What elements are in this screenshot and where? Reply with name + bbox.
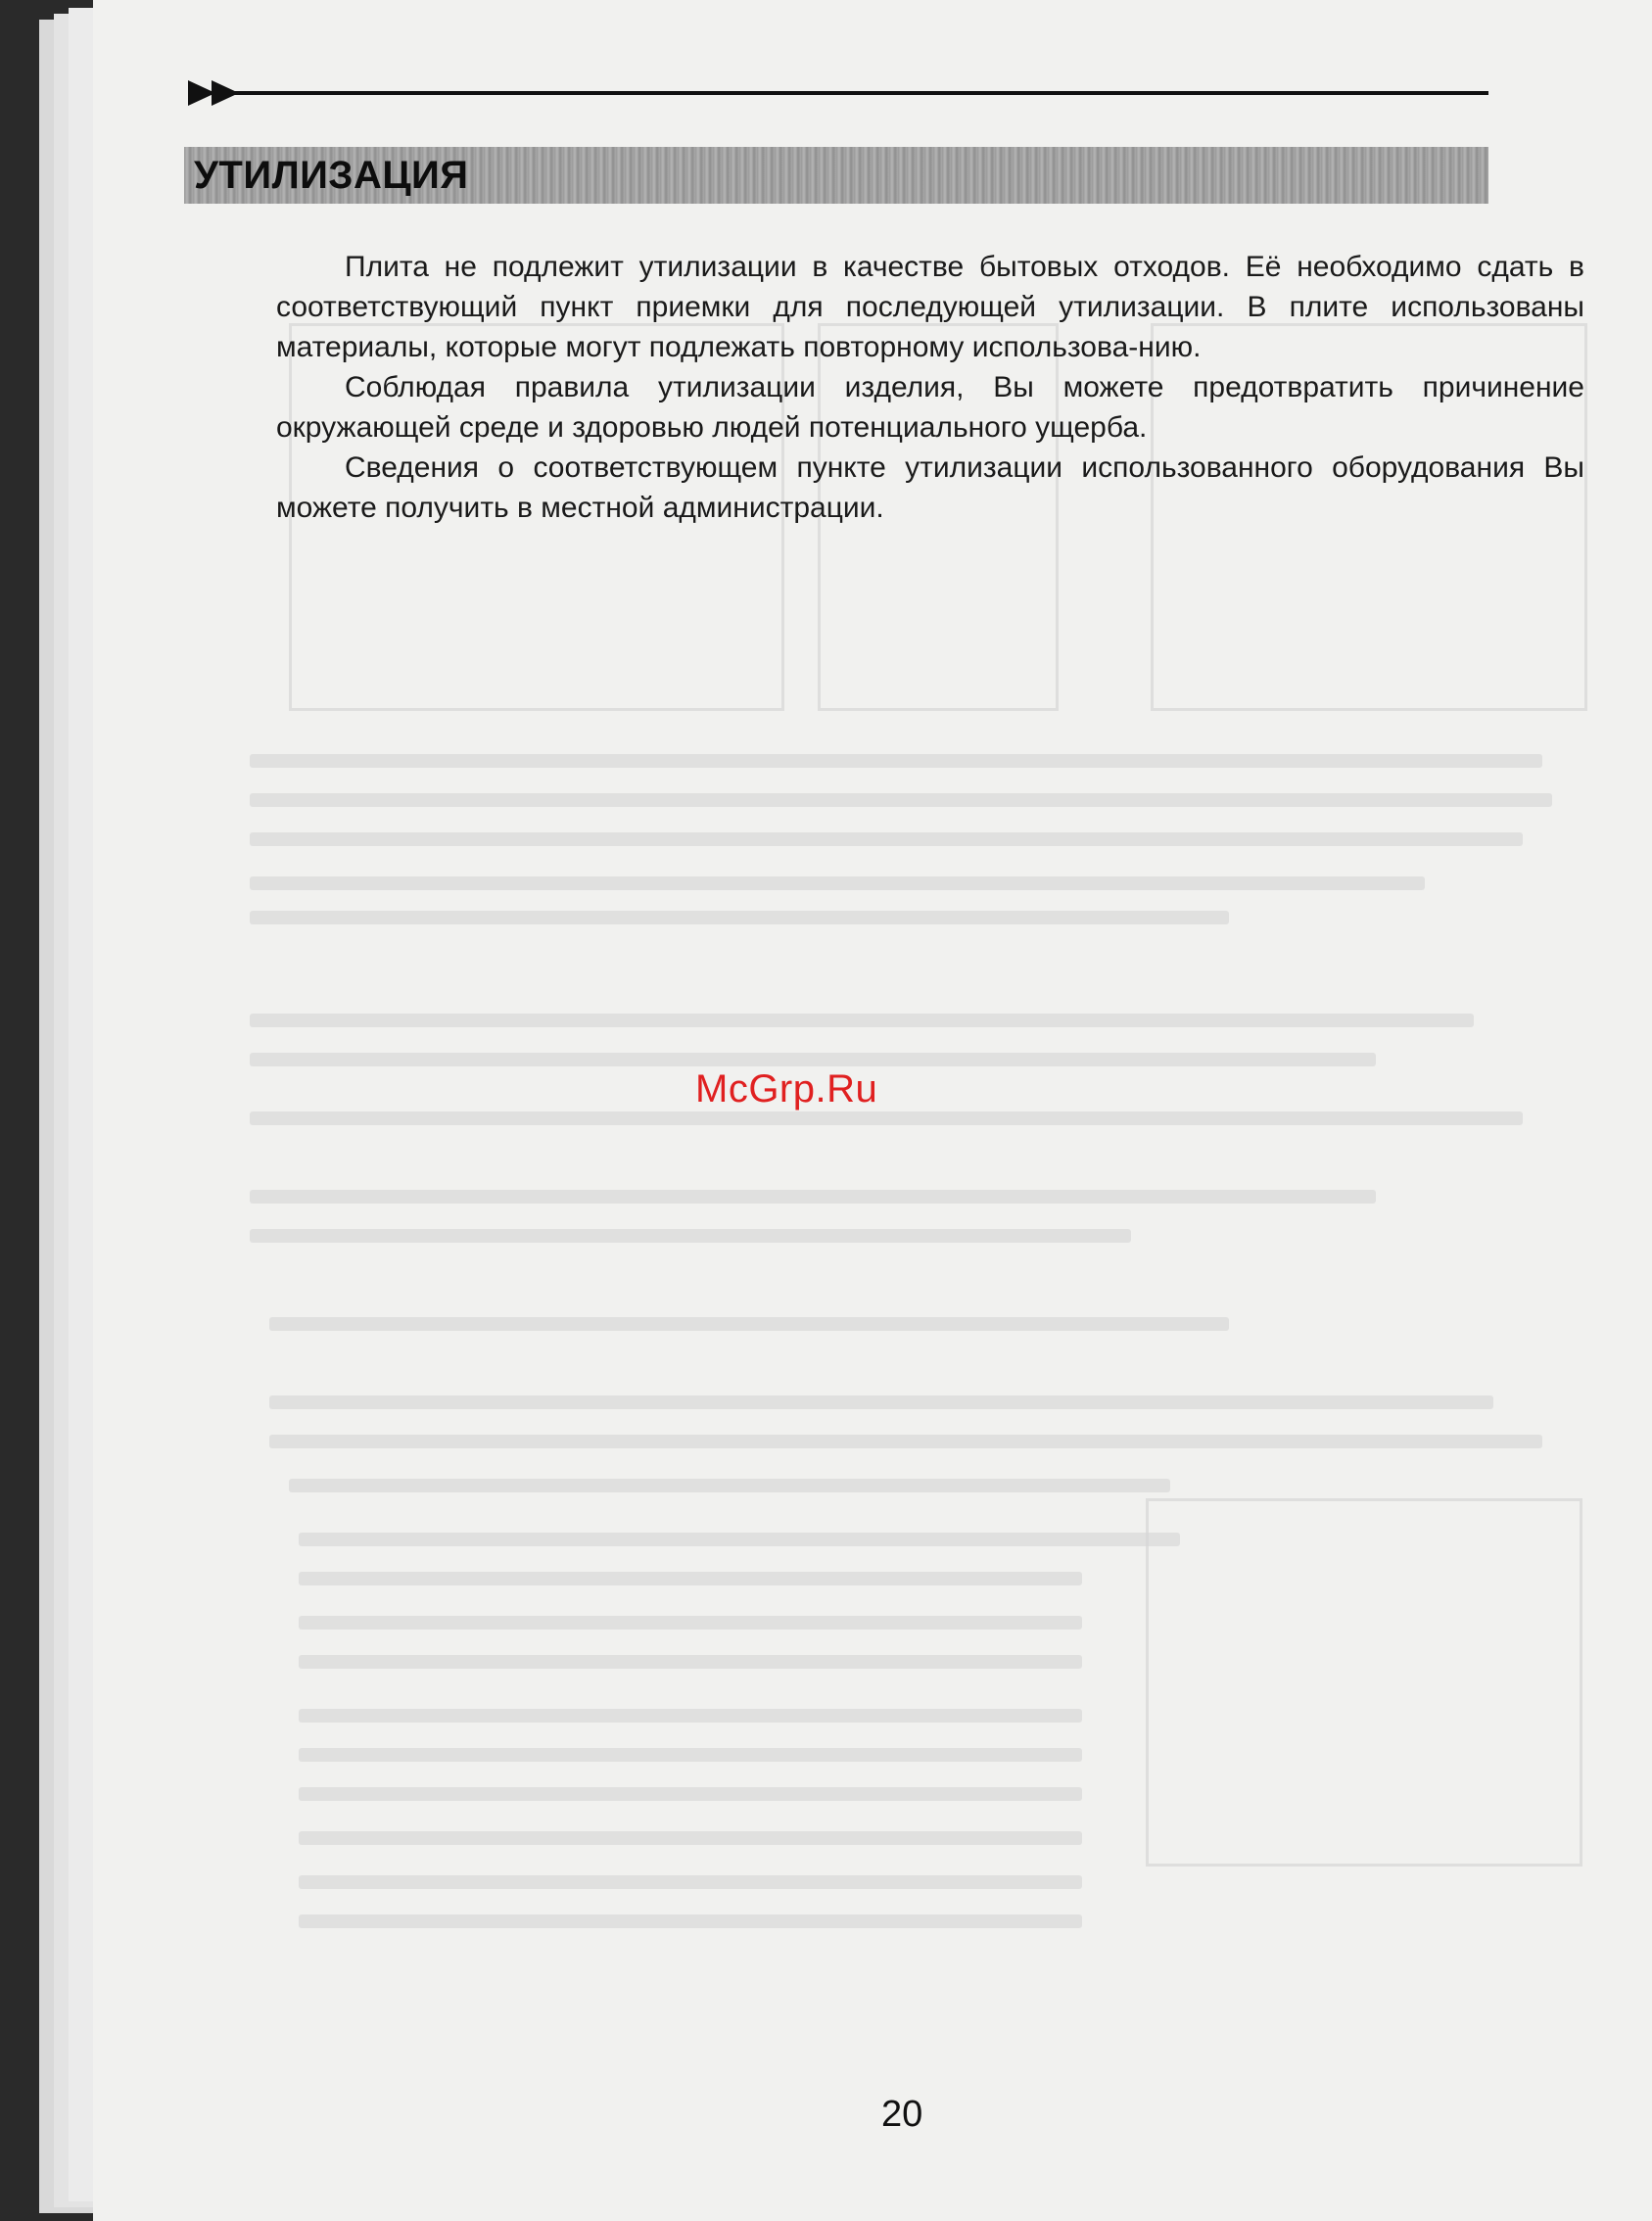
section-title: УТИЛИЗАЦИЯ bbox=[194, 154, 469, 197]
paragraph: Сведения о соответствующем пункте утилизации использованного оборудования Вы можете получить в местной администрации. bbox=[276, 451, 1584, 524]
page-number: 20 bbox=[881, 2094, 923, 2135]
header-rule bbox=[188, 80, 1488, 106]
paragraph: Плита не подлежит утилизации в качестве бытовых отходов. Её необходимо сдать в соответствующий пункт приемки для последующей утилизации. В плите использованы материалы, которые могут подлежать повторному использова-нию. bbox=[276, 251, 1584, 363]
watermark: McGrp.Ru bbox=[695, 1067, 878, 1110]
paragraph: Соблюдая правила утилизации изделия, Вы можете предотвратить причинение окружающей среде и здоровью людей потенциального ущерба. bbox=[276, 371, 1584, 444]
body-text bbox=[276, 247, 1584, 528]
header-line bbox=[227, 91, 1488, 95]
